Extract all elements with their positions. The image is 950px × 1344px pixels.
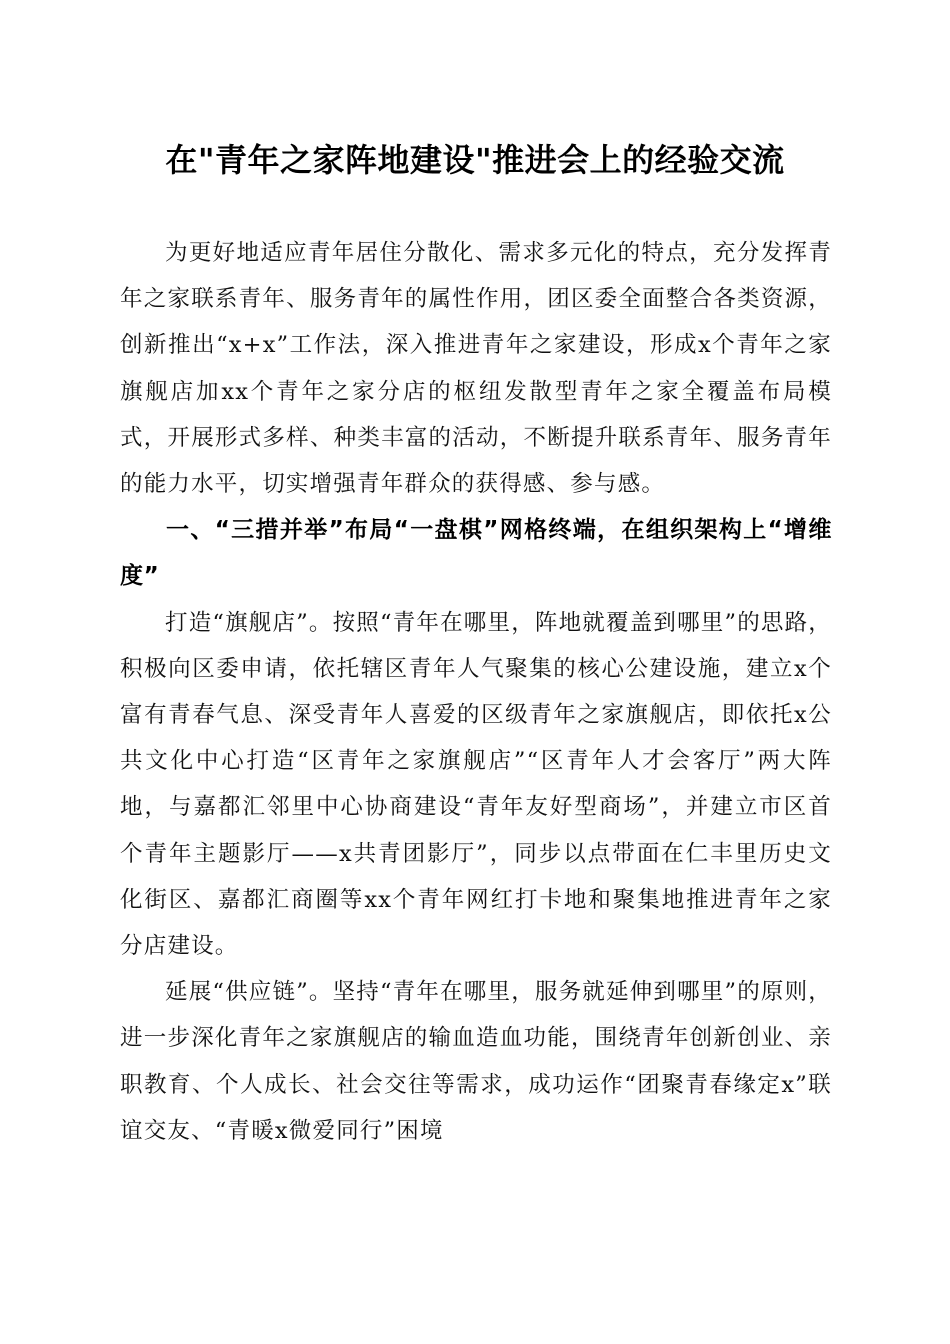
document-body (120, 230, 832, 1154)
intro-paragraph: 为更好地适应青年居住分散化、需求多元化的特点，充分发挥青年之家联系青年、服务青年的属性作用，团区委全面整合各类资源，创新推出“x+x”工作法，深入推进青年之家建设，形成x个青年之家旗舰店加xx个青年之家分店的枢纽发散型青年之家全覆盖布局模式，开展形式多样、种类丰富的活动，不断提升联系青年、服务青年的能力水平，切实增强青年群众的获得感、参与感。 (120, 240, 832, 498)
paragraph-supply-chain: 延展“供应链”。坚持“青年在哪里，服务就延伸到哪里”的原则，进一步深化青年之家旗舰店的输血造血功能，围绕青年创新创业、亲职教育、个人成长、社会交往等需求，成功运作“团聚青春缘定x”联谊交友、“青暖x微爱同行”困境 (120, 979, 833, 1144)
section-heading-1: 一、“三措并举”布局“一盘棋”网格终端，在组织架构上“增维度” (120, 517, 832, 590)
paragraph-flagship-store: 打造“旗舰店”。按照“青年在哪里，阵地就覆盖到哪里”的思路，积极向区委申请，依托辖区青年人气聚集的核心公建设施，建立x个富有青春气息、深受青年人喜爱的区级青年之家旗舰店，即依托x公共文化中心打造“区青年之家旗舰店”“区青年人才会客厅”两大阵地，与嘉都汇邻里中心协商建设“青年友好型商场”，并建立市区首个青年主题影厅——x共青团影厅”，同步以点带面在仁丰里历史文化街区、嘉都汇商圈等xx个青年网红打卡地和聚集地推进青年之家分店建设。 (120, 609, 833, 960)
document-title: 在"青年之家阵地建设"推进会上的经验交流 (165, 141, 785, 179)
